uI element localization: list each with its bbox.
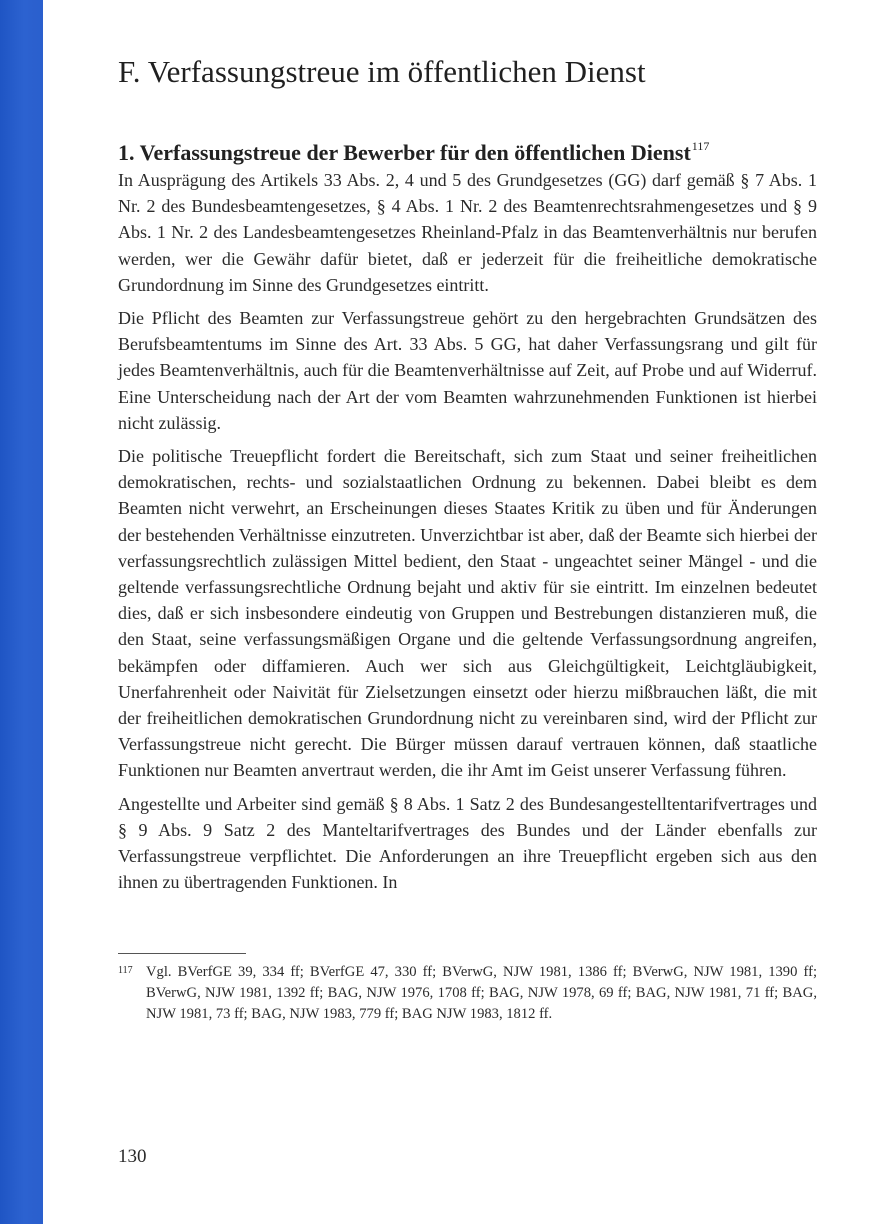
footnote-mark: 117 bbox=[118, 965, 133, 977]
footnote bbox=[118, 962, 817, 1025]
footnote-divider bbox=[118, 953, 246, 954]
footnote-text: Vgl. BVerfGE 39, 334 ff; BVerfGE 47, 330 ff; BVerwG, NJW 1981, 1386 ff; BVerwG, NJW 1981, 1390 ff; BVerwG, NJW 1981, 1392 ff; BAG, NJW 1976, 1708 ff; BAG, NJW 1978, 69 ff; BAG, NJW 1981, 71 ff; BAG, NJW 1981, 73 ff; BAG, NJW 1983, 779 ff; BAG NJW 1983, 1812 ff. bbox=[146, 964, 817, 1023]
page-number: 130 bbox=[118, 1146, 147, 1167]
paragraph: Die politische Treuepflicht fordert die Bereitschaft, sich zum Staat und seiner freiheitlichen demokratischen, rechts- und sozialstaatlichen Ordnung zu bekennen. Dabei bleibt es dem Beamten nicht verwehrt, an Erscheinungen dieses Staates Kritik zu üben und für Änderungen der bestehenden Verhältnisse einzutreten. Unverzichtbar ist aber, daß der Beamte sich hierbei der verfassungsrechtlich zulässigen Mittel bedient, den Staat - ungeachtet seiner Mängel - und die geltende verfassungsrechtliche Ordnung bejaht und aktiv für sie eintritt. Im einzelnen bedeutet dies, daß er sich insbesondere eindeutig von Gruppen und Bestrebungen distanzieren muß, die den Staat, seine verfassungsmäßigen Organe und die geltende Verfassungsordnung angreifen, bekämpfen oder diffamieren. Auch wer sich aus Gleichgültigkeit, Leichtgläubigkeit, Unerfahrenheit oder Naivität für Zielsetzungen einsetzt oder hierzu mißbrauchen läßt, die mit der freiheitlichen demokratischen Grundordnung nicht zu vereinbaren sind, wird der Pflicht zur Verfassungstreue nicht gerecht. Die Bürger müssen darauf vertrauen können, daß staatliche Funktionen nur Beamten anvertraut werden, die ihr Amt im Geist unserer Verfassung führen. bbox=[118, 446, 817, 781]
book-spine-edge bbox=[0, 0, 43, 1224]
paragraph: In Ausprägung des Artikels 33 Abs. 2, 4 und 5 des Grundgesetzes (GG) darf gemäß § 7 Abs. 1 Nr. 2 des Bundesbeamtengesetzes, § 4 Abs. 1 Nr. 2 des Beamtenrechtsrahmengesetzes und § 9 Abs. 1 Nr. 2 des Landesbeamtengesetzes Rheinland-Pfalz in das Beamtenverhältnis nur berufen werden, wer die Gewähr dafür bietet, daß er jederzeit für die freiheitliche demokratische Grundordnung im Sinne des Grundgesetzes eintritt. bbox=[118, 170, 817, 295]
section-heading bbox=[118, 132, 817, 167]
chapter-title: F. Verfassungstreue im öffentlichen Dienst bbox=[118, 54, 646, 89]
footnote-reference[interactable]: 117 bbox=[691, 139, 710, 153]
section-title: 1. Verfassungstreue der Bewerber für den öffentlichen Dienst bbox=[118, 140, 691, 165]
document-page bbox=[118, 52, 817, 1025]
paragraph: Die Pflicht des Beamten zur Verfassungstreue gehört zu den hergebrachten Grundsätzen des Berufsbeamtentums im Sinne des Art. 33 Abs. 5 GG, hat daher Verfassungsrang und gilt für jedes Beamtenverhältnis, auch für die Beamtenverhältnisse auf Zeit, auf Probe und auf Widerruf. Eine Unterscheidung nach der Art der vom Beamten wahrzunehmenden Funktionen ist hierbei nicht zulässig. bbox=[118, 308, 817, 433]
paragraph: Angestellte und Arbeiter sind gemäß § 8 Abs. 1 Satz 2 des Bundesangestelltentarifvertrages und § 9 Abs. 9 Satz 2 des Manteltarifvertrages des Bundes und der Länder ebenfalls zur Verfassungstreue verpflichtet. Die Anforderungen an ihre Treuepflicht ergeben sich aus den ihnen zu übertragenden Funktionen. In bbox=[118, 793, 817, 893]
